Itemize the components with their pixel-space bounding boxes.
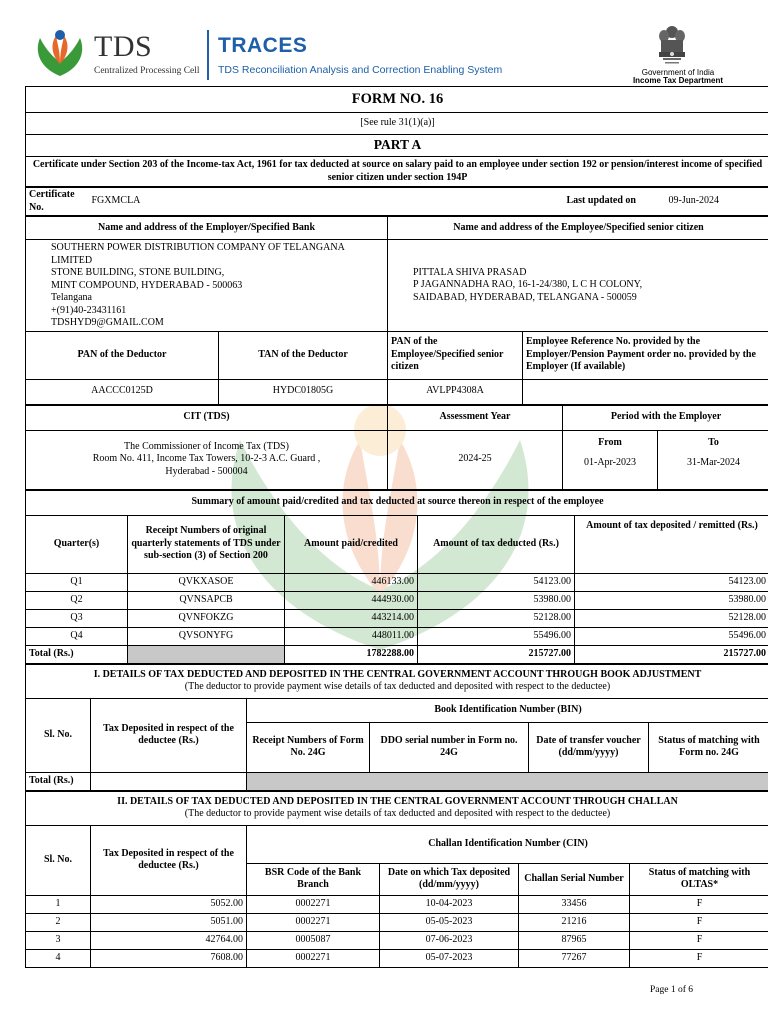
table-row: [26, 895, 768, 913]
employer-line: +(91)40-23431161: [51, 304, 127, 316]
tax-deposited-cell: 52128.00: [575, 609, 768, 627]
receipt-cell: QVKXASOE: [128, 573, 285, 591]
total-tax-deducted: 215727.00: [418, 645, 575, 663]
tan-deductor-value: HYDC01805G: [219, 379, 388, 404]
amount-cell: 5051.00: [91, 913, 247, 931]
part-title: PART A: [26, 135, 768, 157]
date-transfer-header: Date of transfer voucher (dd/mm/yyyy): [529, 722, 649, 772]
employee-address: [388, 240, 768, 332]
date-cell: 05-07-2023: [380, 949, 519, 967]
tan-deductor-label: TAN of the Deductor: [219, 331, 388, 379]
challan-tax-deposited-header: Tax Deposited in respect of the deductee (Rs.): [91, 825, 247, 895]
total-row: [26, 772, 768, 790]
book-tax-deposited-header: Tax Deposited in respect of the deductee (Rs.): [91, 698, 247, 772]
cert-no-value: FGXMCLA: [89, 188, 389, 216]
bin-header: Book Identification Number (BIN): [247, 698, 768, 722]
employer-line: SOUTHERN POWER DISTRIBUTION COMPANY OF TELANGANA: [51, 242, 345, 253]
tax-deposited-cell: 54123.00: [575, 573, 768, 591]
to-label: [658, 430, 768, 488]
form-title: FORM NO. 16: [26, 87, 768, 113]
tax-deducted-cell: 55496.00: [418, 627, 575, 645]
book-adjustment-section: [26, 664, 768, 698]
employer-header: Name and address of the Employer/Specified Bank: [26, 217, 388, 240]
book-adjustment-subtitle: (The deductor to provide payment wise details of tax deducted and deposited with respect to the deductee): [184, 681, 611, 692]
cert-no-label: Certificate No.: [26, 188, 89, 216]
tax-deposited-cell: 55496.00: [575, 627, 768, 645]
challan-title: II. DETAILS OF TAX DEDUCTED AND DEPOSITED IN THE CENTRAL GOVERNMENT ACCOUNT THROUGH CHALLAN: [117, 795, 678, 807]
challan-table: [25, 791, 768, 968]
summary-title: Summary of amount paid/credited and tax deducted at source thereon in respect of the employee: [26, 490, 768, 515]
to-label-text: To: [708, 436, 719, 448]
sl-cell: 4: [26, 949, 91, 967]
quarter-cell: Q2: [26, 591, 128, 609]
emp-ref-value: [523, 379, 768, 404]
amount-paid-cell: 444930.00: [285, 591, 418, 609]
challan-subtitle: (The deductor to provide payment wise details of tax deducted and deposited with respect to the deductee): [184, 808, 611, 819]
cit-label: CIT (TDS): [26, 405, 388, 430]
challan-sl-no-header: Sl. No.: [26, 825, 91, 895]
status-cell: F: [630, 913, 768, 931]
national-emblem-icon: [655, 24, 689, 68]
from-label: [563, 430, 658, 488]
receipt-cell: QVSONYFG: [128, 627, 285, 645]
from-value: 01-Apr-2023: [583, 457, 636, 468]
cit-address-line: The Commissioner of Income Tax (TDS): [124, 440, 289, 452]
cit-address: [26, 430, 388, 489]
amount-cell: 7608.00: [91, 949, 247, 967]
emp-ref-label: Employee Reference No. provided by the Employer/Pension Payment order no. provided by the Employer (If available): [523, 331, 768, 379]
to-value: 31-Mar-2024: [686, 457, 741, 468]
book-adjustment-table: [25, 664, 768, 791]
summary-table: [25, 490, 768, 664]
bsr-cell: 0002271: [247, 895, 380, 913]
quarter-cell: Q4: [26, 627, 128, 645]
total-row: [26, 645, 768, 663]
tax-deposited-header: Amount of tax deposited / remitted (Rs.): [575, 515, 768, 573]
book-total-label: Total (Rs.): [26, 772, 91, 790]
book-sl-no-header: Sl. No.: [26, 698, 91, 772]
serial-cell: 21216: [519, 913, 630, 931]
bsr-code-header: BSR Code of the Bank Branch: [247, 863, 380, 895]
receipt-cell: QVNSAPCB: [128, 591, 285, 609]
employer-line: STONE BUILDING, STONE BUILDING,: [51, 267, 225, 278]
sl-cell: 3: [26, 931, 91, 949]
amount-cell: 5052.00: [91, 895, 247, 913]
total-tax-deposited: 215727.00: [575, 645, 768, 663]
tax-deposited-cell: 53980.00: [575, 591, 768, 609]
date-cell: 05-05-2023: [380, 913, 519, 931]
from-label-text: From: [598, 436, 622, 448]
cit-table: [25, 405, 768, 490]
bsr-cell: 0005087: [247, 931, 380, 949]
last-updated-value: 09-Jun-2024: [654, 188, 768, 216]
traces-subtitle: TDS Reconciliation Analysis and Correction Enabling System: [218, 64, 503, 76]
bsr-cell: 0002271: [247, 949, 380, 967]
certificate-text: Certificate under Section 203 of the Income-tax Act, 1961 for tax deducted at source on salary paid to an employee under section 192 or pension/interest income of specified senior citizen under section 194P: [26, 157, 768, 187]
pan-deductor-value: AACCC0125D: [26, 379, 219, 404]
date-cell: 10-04-2023: [380, 895, 519, 913]
serial-cell: 33456: [519, 895, 630, 913]
certificate-info-table: [25, 187, 768, 216]
traces-title: TRACES: [218, 34, 308, 57]
pan-deductor-label: PAN of the Deductor: [26, 331, 219, 379]
challan-section: [26, 791, 768, 825]
table-row: [26, 609, 768, 627]
status-cell: F: [630, 949, 768, 967]
quarter-cell: Q3: [26, 609, 128, 627]
serial-cell: 87965: [519, 931, 630, 949]
employee-line: SAIDABAD, HYDERABAD, TELANGANA - 500059: [413, 291, 637, 303]
amount-paid-cell: 448011.00: [285, 627, 418, 645]
quarter-cell: Q1: [26, 573, 128, 591]
amount-paid-cell: 446133.00: [285, 573, 418, 591]
cit-address-line: Room No. 411, Income Tax Towers, 10-2-3 A.C. Guard ,: [92, 453, 321, 465]
tax-deducted-cell: 54123.00: [418, 573, 575, 591]
amount-cell: 42764.00: [91, 931, 247, 949]
assessment-year-value: 2024-25: [388, 430, 563, 489]
date-cell: 07-06-2023: [380, 931, 519, 949]
tds-subtitle: Centralized Processing Cell: [94, 66, 200, 76]
table-row: [26, 913, 768, 931]
employer-line: LIMITED: [51, 254, 93, 266]
status-cell: F: [630, 895, 768, 913]
amount-paid-header: Amount paid/credited: [285, 515, 418, 573]
receipt-header: Receipt Numbers of original quarterly statements of TDS under sub-section (3) of Section 200: [128, 515, 285, 573]
sl-cell: 1: [26, 895, 91, 913]
ddo-serial-header: DDO serial number in Form no. 24G: [370, 722, 529, 772]
table-row: [26, 949, 768, 967]
table-row: [26, 627, 768, 645]
last-updated-label: Last updated on: [564, 188, 654, 216]
status-oltas-header: Status of matching with OLTAS*: [630, 863, 768, 895]
parties-table: [25, 216, 768, 405]
book-adjustment-title: I. DETAILS OF TAX DEDUCTED AND DEPOSITED IN THE CENTRAL GOVERNMENT ACCOUNT THROUGH BOOK ADJUSTMENT: [93, 668, 702, 680]
serial-no-header: Challan Serial Number: [519, 863, 630, 895]
total-label: Total (Rs.): [26, 645, 128, 663]
header-divider: [207, 30, 209, 80]
form-rule: [See rule 31(1)(a)]: [26, 113, 768, 135]
receipt-24g-header: Receipt Numbers of Form No. 24G: [247, 722, 370, 772]
tax-deducted-cell: 53980.00: [418, 591, 575, 609]
form-title-table: [25, 86, 768, 187]
receipt-cell: QVNFOKZG: [128, 609, 285, 627]
amount-paid-cell: 443214.00: [285, 609, 418, 627]
page-number: Page 1 of 6: [650, 985, 694, 995]
bsr-cell: 0002271: [247, 913, 380, 931]
total-amount-paid: 1782288.00: [285, 645, 418, 663]
serial-cell: 77267: [519, 949, 630, 967]
page-header: [0, 0, 768, 86]
quarter-header: Quarter(s): [26, 515, 128, 573]
assessment-year-label: Assessment Year: [388, 405, 563, 430]
tax-deducted-header: Amount of tax deducted (Rs.): [418, 515, 575, 573]
tds-logo-icon: [30, 28, 90, 78]
employer-line: Telangana: [51, 292, 92, 303]
status-cell: F: [630, 931, 768, 949]
employer-line: TDSHYD9@GMAIL.COM: [51, 317, 164, 328]
employee-header: Name and address of the Employee/Specified senior citizen: [388, 217, 768, 240]
period-label: Period with the Employer: [563, 405, 768, 430]
gov-of-india-label: Government of India: [641, 68, 715, 77]
cit-address-line: Hyderabad - 500004: [165, 465, 248, 477]
table-row: [26, 931, 768, 949]
table-row: [26, 591, 768, 609]
tds-title: TDS: [94, 30, 153, 63]
sl-cell: 2: [26, 913, 91, 931]
employer-address: [26, 240, 388, 332]
cin-header: Challan Identification Number (CIN): [247, 825, 768, 863]
employee-line: P JAGANNADHA RAO, 16-1-24/380, L C H COLONY,: [413, 279, 643, 290]
pan-employee-label: PAN of the Employee/Specified senior citizen: [388, 331, 523, 379]
pan-employee-value: AVLPP4308A: [388, 379, 523, 404]
employer-line: MINT COMPOUND, HYDERABAD - 500063: [51, 279, 243, 291]
status-24g-header: Status of matching with Form no. 24G: [649, 722, 768, 772]
income-tax-dept-label: Income Tax Department: [632, 76, 724, 85]
employee-line: PITTALA SHIVA PRASAD: [413, 266, 527, 278]
tax-deducted-cell: 52128.00: [418, 609, 575, 627]
date-deposited-header: Date on which Tax deposited (dd/mm/yyyy): [380, 863, 519, 895]
table-row: [26, 573, 768, 591]
form-16-document: [25, 86, 768, 968]
